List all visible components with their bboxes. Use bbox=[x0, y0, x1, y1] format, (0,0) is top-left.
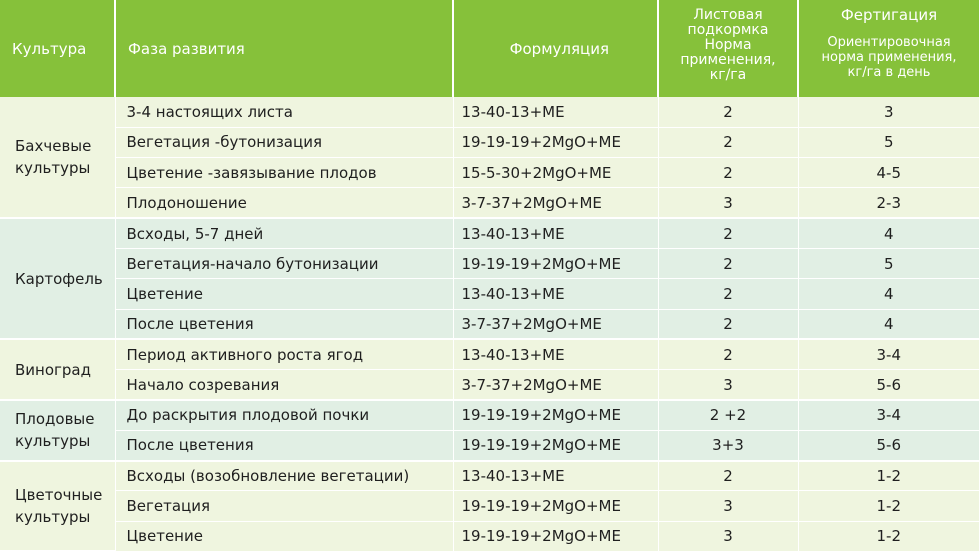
formulation-cell: 19-19-19+2MgO+ME bbox=[453, 127, 658, 157]
fertigation-rate-cell: 1-2 bbox=[798, 521, 979, 551]
formulation-cell: 19-19-19+2MgO+ME bbox=[453, 430, 658, 460]
formulation-cell: 19-19-19+2MgO+ME bbox=[453, 248, 658, 278]
table-header bbox=[0, 0, 979, 97]
header-formulation: Формуляция bbox=[453, 0, 658, 97]
table-row bbox=[0, 461, 979, 491]
table-row bbox=[0, 97, 979, 127]
fertigation-rate-cell: 4 bbox=[798, 309, 979, 339]
formulation-cell: 3-7-37+2MgO+ME bbox=[453, 370, 658, 400]
fertigation-rate-cell: 4-5 bbox=[798, 158, 979, 188]
crop-cell: Цветочные культуры bbox=[0, 461, 115, 552]
formulation-cell: 19-19-19+2MgO+ME bbox=[453, 491, 658, 521]
phase-cell: После цветения bbox=[115, 309, 453, 339]
crop-cell: Виноград bbox=[0, 339, 115, 400]
table-row bbox=[0, 400, 979, 430]
fertigation-rate-cell: 5-6 bbox=[798, 430, 979, 460]
formulation-cell: 19-19-19+2MgO+ME bbox=[453, 400, 658, 430]
formulation-cell: 13-40-13+ME bbox=[453, 461, 658, 491]
phase-cell: Цветение bbox=[115, 521, 453, 551]
crop-cell: Картофель bbox=[0, 218, 115, 339]
foliar-rate-cell: 3 bbox=[658, 188, 798, 218]
foliar-rate-cell: 3 bbox=[658, 521, 798, 551]
crop-cell: Бахчевые культуры bbox=[0, 97, 115, 218]
foliar-rate-cell: 2 bbox=[658, 279, 798, 309]
header-crop: Культура bbox=[0, 0, 115, 97]
table-row bbox=[0, 279, 979, 309]
foliar-rate-cell: 3 bbox=[658, 370, 798, 400]
phase-cell: Всходы (возобновление вегетации) bbox=[115, 461, 453, 491]
phase-cell: Плодоношение bbox=[115, 188, 453, 218]
foliar-rate-cell: 2 bbox=[658, 97, 798, 127]
fertigation-rate-cell: 1-2 bbox=[798, 461, 979, 491]
phase-cell: Вегетация -бутонизация bbox=[115, 127, 453, 157]
formulation-cell: 15-5-30+2MgO+ME bbox=[453, 158, 658, 188]
header-foliar-line: кг/га bbox=[709, 67, 747, 83]
fertigation-rate-cell: 4 bbox=[798, 279, 979, 309]
header-fertigation-sub: кг/га в день bbox=[847, 65, 931, 80]
formulation-cell: 13-40-13+ME bbox=[453, 279, 658, 309]
table-row bbox=[0, 158, 979, 188]
foliar-rate-cell: 2 bbox=[658, 461, 798, 491]
table-row bbox=[0, 339, 979, 369]
table-row bbox=[0, 188, 979, 218]
formulation-cell: 13-40-13+ME bbox=[453, 97, 658, 127]
foliar-rate-cell: 3+3 bbox=[658, 430, 798, 460]
header-foliar-line: применения, bbox=[680, 52, 776, 68]
foliar-rate-cell: 2 bbox=[658, 158, 798, 188]
foliar-rate-cell: 2 +2 bbox=[658, 400, 798, 430]
crop-cell: Плодовые культуры bbox=[0, 400, 115, 461]
formulation-cell: 3-7-37+2MgO+ME bbox=[453, 309, 658, 339]
table-row bbox=[0, 370, 979, 400]
formulation-cell: 3-7-37+2MgO+ME bbox=[453, 188, 658, 218]
header-fertigation-sub: норма применения, bbox=[821, 50, 957, 65]
phase-cell: 3-4 настоящих листа bbox=[115, 97, 453, 127]
fertigation-rate-cell: 4 bbox=[798, 218, 979, 248]
phase-cell: Вегетация bbox=[115, 491, 453, 521]
fertigation-rate-cell: 5-6 bbox=[798, 370, 979, 400]
foliar-rate-cell: 2 bbox=[658, 248, 798, 278]
header-fertigation-title: Фертигация bbox=[840, 6, 938, 24]
foliar-rate-cell: 3 bbox=[658, 491, 798, 521]
phase-cell: Цветение -завязывание плодов bbox=[115, 158, 453, 188]
table-row bbox=[0, 521, 979, 551]
table-row bbox=[0, 127, 979, 157]
header-phase: Фаза развития bbox=[115, 0, 453, 97]
header-foliar-line: подкормка bbox=[687, 22, 769, 38]
table-row bbox=[0, 309, 979, 339]
header-foliar bbox=[658, 0, 798, 97]
header-foliar-line: Норма bbox=[704, 37, 752, 53]
fertigation-rate-cell: 2-3 bbox=[798, 188, 979, 218]
fertigation-rate-cell: 5 bbox=[798, 248, 979, 278]
phase-cell: После цветения bbox=[115, 430, 453, 460]
header-fertigation bbox=[798, 0, 979, 97]
formulation-cell: 19-19-19+2MgO+ME bbox=[453, 521, 658, 551]
table-body bbox=[0, 97, 979, 551]
table-row bbox=[0, 491, 979, 521]
phase-cell: Начало созревания bbox=[115, 370, 453, 400]
header-fertigation-sub: Ориентировочная bbox=[827, 35, 951, 50]
fertigation-rate-cell: 3-4 bbox=[798, 339, 979, 369]
fertigation-rate-cell: 5 bbox=[798, 127, 979, 157]
foliar-rate-cell: 2 bbox=[658, 339, 798, 369]
fertigation-rate-cell: 3 bbox=[798, 97, 979, 127]
foliar-rate-cell: 2 bbox=[658, 218, 798, 248]
table-row bbox=[0, 430, 979, 460]
table-row bbox=[0, 248, 979, 278]
fertigation-rate-cell: 1-2 bbox=[798, 491, 979, 521]
table-row bbox=[0, 218, 979, 248]
foliar-rate-cell: 2 bbox=[658, 309, 798, 339]
phase-cell: Вегетация-начало бутонизации bbox=[115, 248, 453, 278]
foliar-rate-cell: 2 bbox=[658, 127, 798, 157]
phase-cell: Период активного роста ягод bbox=[115, 339, 453, 369]
fertigation-rate-cell: 3-4 bbox=[798, 400, 979, 430]
formulation-cell: 13-40-13+ME bbox=[453, 218, 658, 248]
phase-cell: Цветение bbox=[115, 279, 453, 309]
phase-cell: Всходы, 5-7 дней bbox=[115, 218, 453, 248]
formulation-cell: 13-40-13+ME bbox=[453, 339, 658, 369]
phase-cell: До раскрытия плодовой почки bbox=[115, 400, 453, 430]
header-foliar-line: Листовая bbox=[693, 7, 763, 23]
